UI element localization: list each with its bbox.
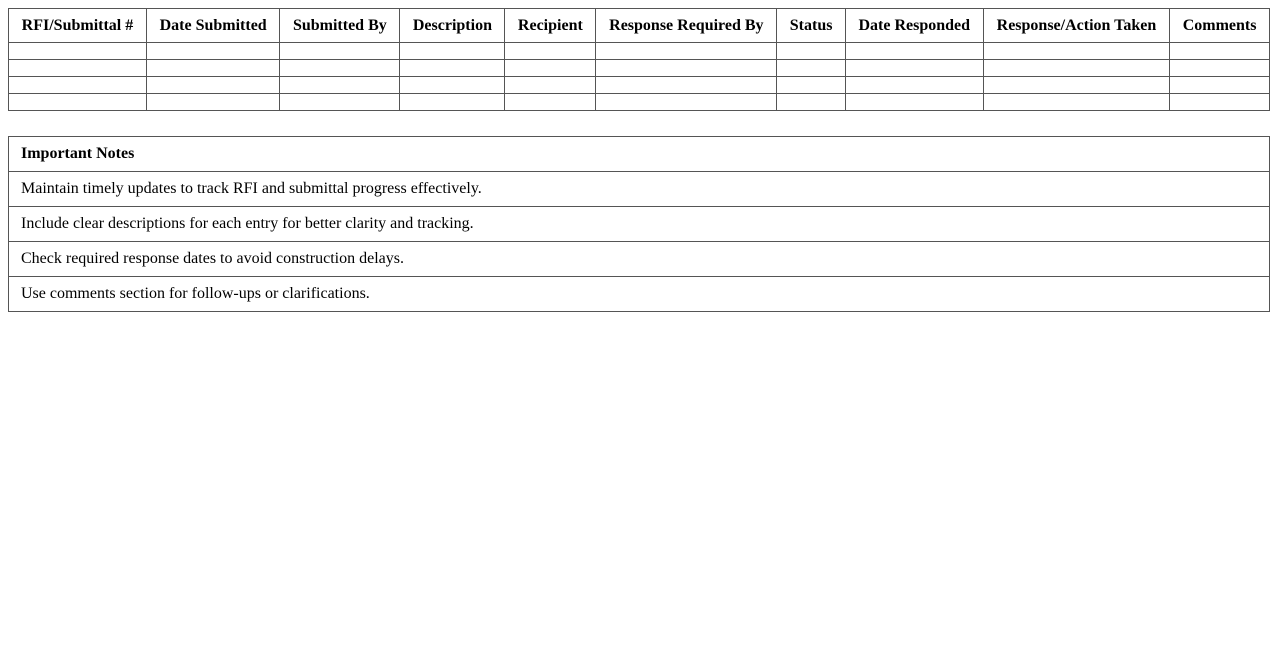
- table-cell[interactable]: [146, 94, 279, 111]
- table-cell[interactable]: [505, 60, 596, 77]
- note-item: Check required response dates to avoid construction delays.: [9, 242, 1270, 277]
- table-cell[interactable]: [9, 43, 147, 60]
- table-cell[interactable]: [400, 94, 505, 111]
- table-cell[interactable]: [777, 43, 845, 60]
- note-row: [9, 277, 1270, 312]
- important-notes-table: [8, 136, 1270, 312]
- header-recipient: Recipient: [505, 9, 596, 43]
- header-comments: Comments: [1170, 9, 1270, 43]
- table-cell[interactable]: [146, 43, 279, 60]
- note-item: Include clear descriptions for each entry for better clarity and tracking.: [9, 207, 1270, 242]
- header-rfi-submittal-number: RFI/Submittal #: [9, 9, 147, 43]
- notes-header-row: [9, 137, 1270, 172]
- header-status: Status: [777, 9, 845, 43]
- table-cell[interactable]: [280, 43, 400, 60]
- table-cell[interactable]: [777, 60, 845, 77]
- table-cell[interactable]: [146, 60, 279, 77]
- note-item: Use comments section for follow-ups or clarifications.: [9, 277, 1270, 312]
- note-row: [9, 242, 1270, 277]
- page: [0, 0, 1278, 320]
- table-cell[interactable]: [1170, 43, 1270, 60]
- table-cell[interactable]: [280, 77, 400, 94]
- header-date-responded: Date Responded: [845, 9, 983, 43]
- table-cell[interactable]: [845, 94, 983, 111]
- rfi-submittal-log-table: [8, 8, 1270, 111]
- table-cell[interactable]: [983, 77, 1169, 94]
- note-item: Maintain timely updates to track RFI and submittal progress effectively.: [9, 172, 1270, 207]
- table-cell[interactable]: [983, 43, 1169, 60]
- table-row: [9, 77, 1270, 94]
- table-cell[interactable]: [1170, 60, 1270, 77]
- table-row: [9, 43, 1270, 60]
- table-cell[interactable]: [9, 94, 147, 111]
- table-cell[interactable]: [596, 43, 777, 60]
- table-cell[interactable]: [845, 43, 983, 60]
- table-cell[interactable]: [1170, 94, 1270, 111]
- note-row: [9, 207, 1270, 242]
- note-row: [9, 172, 1270, 207]
- table-cell[interactable]: [983, 94, 1169, 111]
- table-cell[interactable]: [845, 60, 983, 77]
- table-cell[interactable]: [400, 77, 505, 94]
- table-header-row: [9, 9, 1270, 43]
- table-cell[interactable]: [777, 77, 845, 94]
- table-row: [9, 60, 1270, 77]
- table-cell[interactable]: [777, 94, 845, 111]
- table-cell[interactable]: [9, 77, 147, 94]
- table-cell[interactable]: [596, 60, 777, 77]
- table-cell[interactable]: [1170, 77, 1270, 94]
- table-cell[interactable]: [280, 60, 400, 77]
- table-row: [9, 94, 1270, 111]
- table-cell[interactable]: [845, 77, 983, 94]
- table-cell[interactable]: [983, 60, 1169, 77]
- table-cell[interactable]: [505, 77, 596, 94]
- table-cell[interactable]: [596, 77, 777, 94]
- table-cell[interactable]: [400, 43, 505, 60]
- table-cell[interactable]: [505, 43, 596, 60]
- header-response-required-by: Response Required By: [596, 9, 777, 43]
- table-cell[interactable]: [9, 60, 147, 77]
- header-submitted-by: Submitted By: [280, 9, 400, 43]
- header-description: Description: [400, 9, 505, 43]
- table-cell[interactable]: [596, 94, 777, 111]
- table-cell[interactable]: [146, 77, 279, 94]
- table-cell[interactable]: [400, 60, 505, 77]
- table-cell[interactable]: [505, 94, 596, 111]
- notes-title: Important Notes: [9, 137, 1270, 172]
- header-date-submitted: Date Submitted: [146, 9, 279, 43]
- header-response-action-taken: Response/Action Taken: [983, 9, 1169, 43]
- table-cell[interactable]: [280, 94, 400, 111]
